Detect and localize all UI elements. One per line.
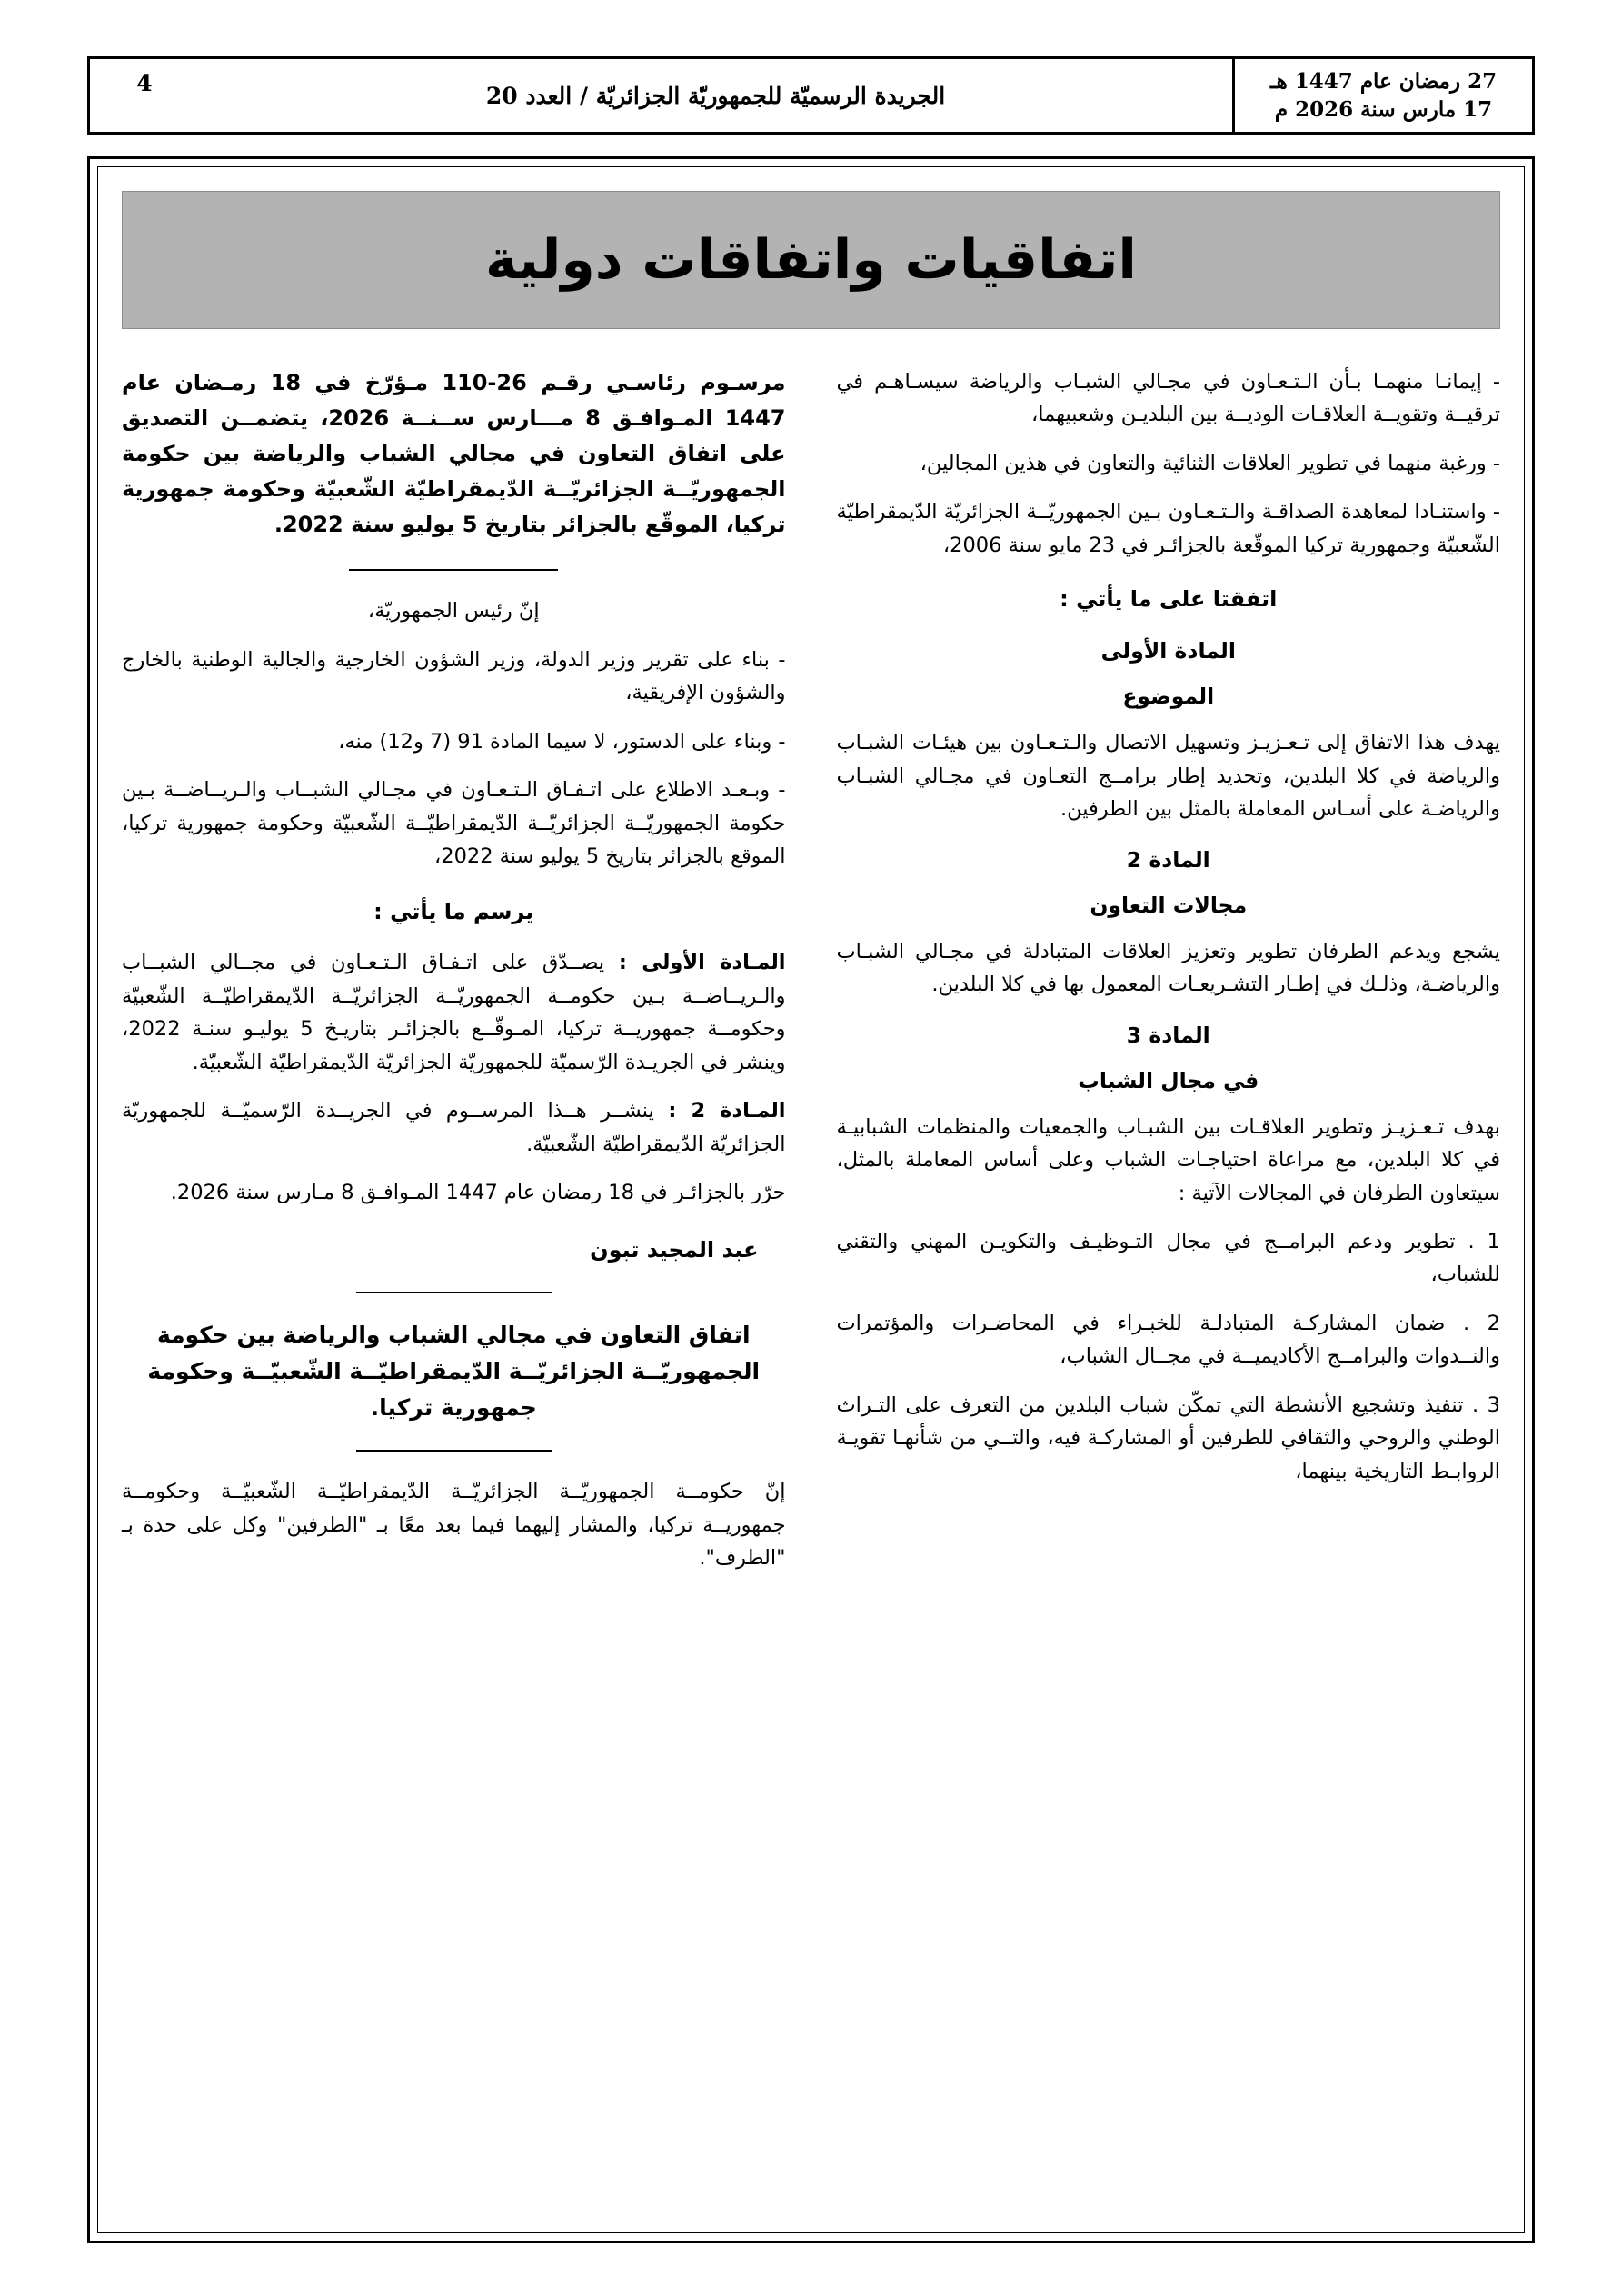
article2-label: المادة 2 [1126, 846, 1210, 873]
decree-title: مرسـوم رئاسـي رقـم 26-110 مـؤرّخ في 18 رمـضان عام 1447 المـوافـق 8 مـــارس ســنــة 2026، يتضمــن التصديق على اتفاق التعاون في مجالي الشباب والرياضة بين حكومة الجمهوريّــة الجزائريّــة الدّيمقراطيّة الشّعبيّة وحكومة جمهورية تركيا، الموقّع بالجزائر بتاريخ 5 يوليو سنة 2022. [122, 370, 786, 537]
agreement-intro: إنّ حكومــة الجمهوريّــة الجزائريّــة الدّيمقراطيّــة الشّعبيّــة وحكومــة جمهوريــة تركيا، والمشار إليهما فيما بعد معًا بـ "الطرفين" وكل على حدة بـ "الطرف". [122, 1480, 786, 1571]
article3-label: المادة 3 [1126, 1022, 1210, 1048]
divider-rule [356, 1292, 552, 1293]
article2-text: يشجع ويدعم الطرفان تطوير وتعزيز العلاقات المتبادلة في مجـالي الشبـاب والرياضـة، وذلـك في إطـار التشـريعـات المعمول بها في كلا البلدين. [836, 939, 1500, 997]
header-journal-title: الجريدة الرسميّة للجمهوريّة الجزائريّة / العدد 20 [485, 82, 946, 109]
article1-subtitle: الموضوع [1122, 684, 1215, 710]
decree-article-1 [122, 946, 786, 1079]
left-clause-1: - إيمانـا منهمـا بـأن الـتـعـاون في مجـالي الشبـاب والرياضة سيسـاهـم في ترقيــة وتقويــة العلاقـات الوديــة بين البلديـن وشعبيهما، [836, 370, 1500, 427]
decides-label: يرسم ما يأتي : [373, 899, 534, 925]
section-banner-title: اتفاقيات واتفاقات دولية [485, 228, 1137, 292]
decree-article-2-text: ينشــر هــذا المرســوم في الجريــدة الرّسميّــة للجمهوريّة الجزائريّة الدّيمقراطيّة الشّعبيّة. [122, 1099, 786, 1156]
decree-article-2-label: المـادة 2 : [668, 1099, 786, 1123]
agreed-label: اتفقتا على ما يأتي : [1060, 586, 1278, 613]
decree-article-1-text: يصــدّق على اتـفـاق الـتـعـاون في مجــالي الشبــاب والـريــاضــة بـين حكومــة الجمهوريّــة الجزائريّــة الدّيمقراطيّــة الشّعبيّة وحكومــة جمهوريــة تركيا، المـوقّــع بالجزائـر بتاريـخ 5 يوليـو سنـة 2022، وينشر في الجريـدة الرّسميّة للجمهوريّة الجزائريّة الدّيمقراطيّة الشّعبيّة. [122, 951, 786, 1074]
decree-clause-3: - وبـعـد الاطلاع على اتـفـاق الـتـعـاون في مجـالي الشبــاب والـريــاضــة بـين حكومة الجمهوريّــة الجزائريّــة الدّيمقراطيّــة الشّعبيّة وحكومة جمهورية تركيا، الموقع بالجزائر بتاريخ 5 يوليو سنة 2022، [122, 778, 786, 868]
list-item: 1 . تطوير ودعم البرامــج في مجال التـوظيـف والتكويـن المهني والتقني للشباب، [836, 1229, 1500, 1287]
decree-article-1-label: المـادة الأولى : [618, 951, 786, 975]
two-column-body [122, 365, 1500, 1591]
header-date-hijri: 27 رمضان عام 1447 هـ [1269, 68, 1498, 94]
agreement-title: اتفاق التعاون في مجالي الشباب والرياضة بين حكومة الجمهوريّــة الجزائريّــة الدّيمقراطيّــة الشّعبيّــة وحكومة جمهورية تركيا. [147, 1322, 761, 1422]
header-page-number: 4 [136, 70, 153, 96]
article1-text: يهدف هذا الاتفاق إلى تـعـزيـز وتسهيل الاتصال والـتـعـاون بين هيئـات الشبـاب والرياضة في كلا البلدين، وتحديد إطار برامــج التعـاون في مجـالي الشبـاب والرياضـة على أسـاس المعاملة بالمثل بين الطرفين. [836, 731, 1500, 822]
column-left [837, 365, 1501, 1503]
section-banner [122, 191, 1500, 329]
decree-article-2 [122, 1094, 786, 1161]
column-right [122, 365, 786, 1591]
signature-name: عبد المجيد تبون [590, 1237, 759, 1263]
left-clause-3: - واستنـادا لمعاهدة الصداقـة والـتـعـاون بـين الجمهوريّــة الجزائريّة الدّيمقراطيّة الشّعبيّة وجمهورية تركيا الموقّعة بالجزائـر في 23 مايو سنة 2006، [836, 500, 1500, 557]
content-frame-outer [87, 156, 1535, 2243]
signed-place-date: حرّر بالجزائـر في 18 رمضان عام 1447 المـوافـق 8 مـارس سنة 2026. [170, 1180, 786, 1204]
content-frame-inner [97, 166, 1525, 2233]
decree-clause-2: - وبناء على الدستور، لا سيما المادة 91 (7 و12) منه، [338, 729, 786, 754]
header-date-block [1232, 59, 1532, 132]
page-header [87, 56, 1535, 135]
article3-text: بهدف تـعـزيـز وتطوير العلاقـات بين الشبـاب والجمعيات والمنظمات الشبابيـة في كلا البلدين، مع مراعاة احتياجـات الشباب وعلى أساس المعاملة بالمثل، سيتعاون الطرفان في المجالات الآتية : [836, 1114, 1500, 1205]
article3-subtitle: في مجال الشباب [1078, 1067, 1259, 1093]
article1-label: المادة الأولى [1100, 638, 1236, 664]
left-clause-2: - ورغبة منهما في تطوير العلاقات الثنائية والتعاون في هذين المجالين، [920, 451, 1500, 475]
decree-clause-1: - بناء على تقرير وزير الدولة، وزير الشؤون الخارجية والجالية الوطنية بالخارج والشؤون الإفريقية، [122, 647, 786, 705]
divider-rule [349, 569, 558, 571]
list-item: 3 . تنفيذ وتشجيع الأنشطة التي تمكّن شباب البلدين من التعرف على التـراث الوطني والروحي والثقافي للطرفين أو المشاركـة فيه، والتــي من شأنهـا تقويـة الروابـط التاريخية بينهما، [836, 1393, 1500, 1483]
header-date-gregorian: 17 مارس سنة 2026 م [1274, 97, 1493, 122]
preamble-line: إنّ رئيس الجمهوريّة، [367, 599, 540, 624]
divider-rule [356, 1450, 552, 1452]
list-item: 2 . ضمان المشاركـة المتبادلـة للخبـراء في المحاضـرات والمؤتمرات والنــدوات والبرامــج الأكاديميــة في مجــال الشباب، [836, 1311, 1500, 1369]
article2-subtitle: مجالات التعاون [1090, 892, 1248, 918]
